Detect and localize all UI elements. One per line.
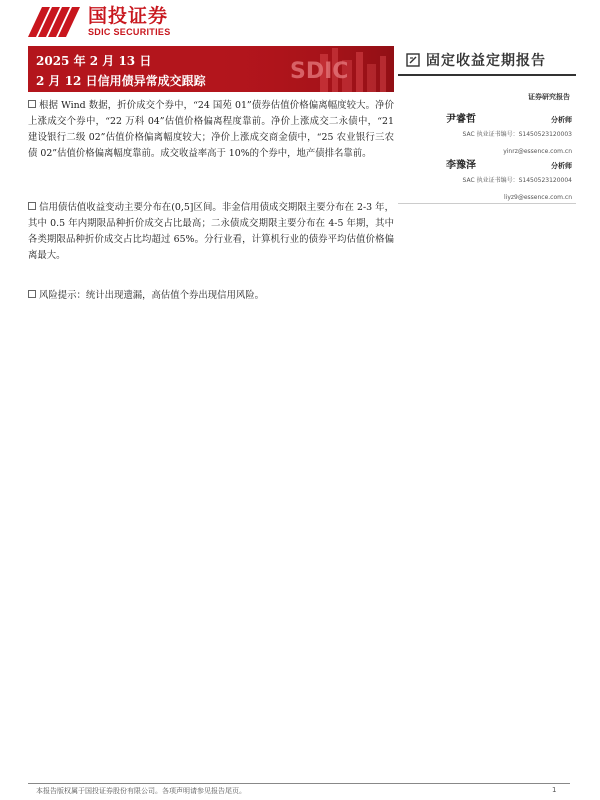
company-logo bbox=[28, 6, 171, 37]
analyst-card bbox=[398, 110, 576, 155]
report-type-icon bbox=[406, 53, 420, 67]
logo-name-en: SDIC SECURITIES bbox=[88, 27, 171, 37]
report-summary bbox=[28, 96, 394, 304]
footer-divider bbox=[28, 783, 570, 784]
analyst-card bbox=[398, 156, 576, 201]
report-date: 2025 年 2 月 13 日 bbox=[36, 54, 152, 68]
report-banner bbox=[28, 46, 394, 92]
analyst-role: 分析师 bbox=[551, 162, 572, 170]
risk-text: 风险提示：统计出现遗漏，高估值个券出现信用风险。 bbox=[39, 290, 265, 301]
summary-paragraph bbox=[28, 98, 394, 162]
analyst-sac: SAC 执业证书编号：S1450523120003 bbox=[462, 131, 572, 138]
report-type-box bbox=[398, 46, 576, 76]
analyst-sac: SAC 执业证书编号：S1450523120004 bbox=[462, 177, 572, 184]
risk-warning bbox=[28, 288, 394, 304]
page-number: 1 bbox=[552, 786, 557, 794]
analyst-email: yinrz@essence.com.cn bbox=[503, 148, 572, 155]
logo-icon bbox=[28, 7, 82, 37]
report-type-label: 固定收益定期报告 bbox=[426, 53, 546, 69]
bullet-icon bbox=[28, 202, 36, 210]
report-category: 证券研究报告 bbox=[528, 93, 570, 101]
sidebar-divider bbox=[398, 203, 576, 204]
summary-text: 根据 Wind 数据，折价成交个券中，“24 国苑 01”债券估值价格偏离幅度较大。净价上涨成交个券中，“22 万科 04”估值价格偏离程度靠前。净价上涨成交二永债中，“21 建设银行二级 02”估值价格偏离幅度较大；净价上涨成交商金债中，“25 农业银行三农债 02”估值价格偏离幅度靠前。成交收益率高于 10%的个券中，地产债排名靠前。 bbox=[28, 100, 394, 159]
bullet-icon bbox=[28, 100, 36, 108]
analyst-email: liyz9@essence.com.cn bbox=[503, 194, 572, 201]
analyst-name: 李豫泽 bbox=[446, 160, 476, 171]
logo-name-cn: 国投证券 bbox=[88, 5, 169, 27]
footer-disclaimer: 本报告版权属于国投证券股份有限公司。各项声明请参见报告尾页。 bbox=[36, 787, 246, 795]
summary-paragraph bbox=[28, 200, 394, 264]
summary-text: 信用债估值收益变动主要分布在(0,5]区间。非金信用债成交期限主要分布在 2-3 年，其中 0.5 年内期限品种折价成交占比最高；二永债成交期限主要分布在 4-5 年期，其中各类期限品种折价成交占比均超过 65%。分行业看，计算机行业的债券平均估值价格偏离最大。 bbox=[28, 202, 394, 261]
analyst-role: 分析师 bbox=[551, 116, 572, 124]
report-title: 2 月 12 日信用债异常成交跟踪 bbox=[36, 74, 206, 88]
bullet-icon bbox=[28, 290, 36, 298]
banner-watermark: SDIC bbox=[290, 59, 349, 84]
analyst-name: 尹睿哲 bbox=[446, 114, 476, 125]
